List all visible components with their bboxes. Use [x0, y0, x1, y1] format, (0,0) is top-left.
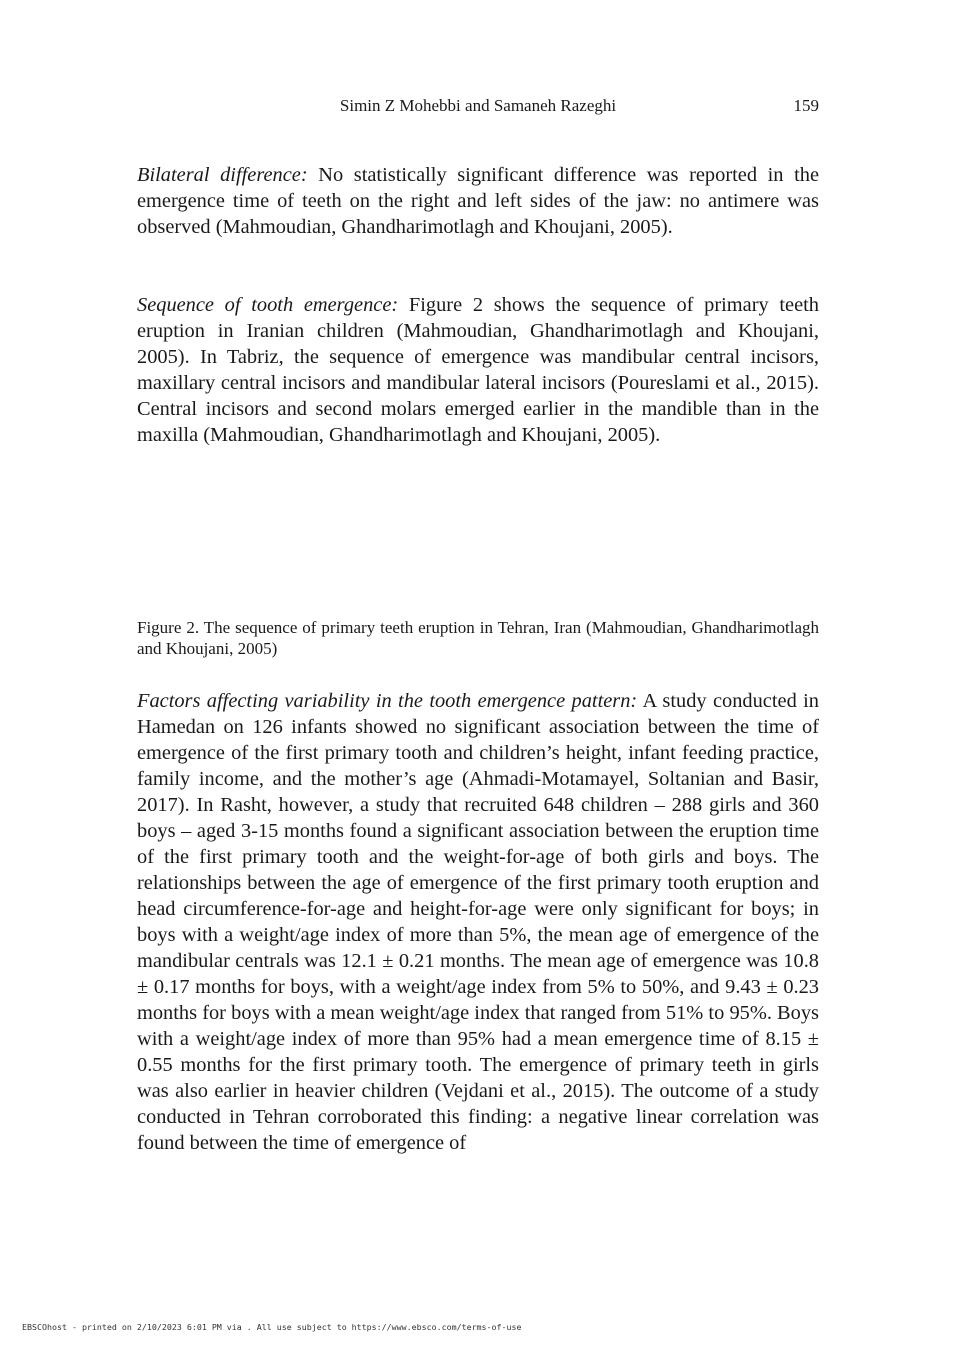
paragraph-text: No statistically significant difference was reported in the emergence time of teeth on the right and left sides of the jaw: no antimere was observed (Mahmoudian, Ghandharimotlagh and Khoujani, 2005).: [137, 164, 819, 238]
running-head-authors: Simin Z Mohebbi and Samaneh Razeghi: [339, 96, 617, 115]
paragraph-heading: Factors affecting variability in the tooth emergence pattern:: [137, 690, 638, 712]
print-footer: EBSCOhost - printed on 2/10/2023 6:01 PM via . All use subject to https://www.ebsco.com/terms-of-use: [22, 1322, 522, 1332]
figure-caption: Figure 2. The sequence of primary teeth eruption in Tehran, Iran (Mahmoudian, Ghandharimotlagh and Khoujani, 2005): [137, 618, 819, 658]
page-number: 159: [793, 96, 819, 115]
paragraph-factors-affecting-variability: [137, 688, 819, 1156]
page-header: [137, 96, 819, 122]
paragraph-text: Figure 2 shows the sequence of primary teeth eruption in Iranian children (Mahmoudian, Ghandharimotlagh and Khoujani, 2005). In Tabriz, the sequence of emergence was mandibular central incisors, maxillary central incisors and mandibular lateral incisors (Poureslami et al., 2015). Central incisors and second molars emerged earlier in the mandible than in the maxilla (Mahmoudian, Ghandharimotlagh and Khoujani, 2005).: [137, 294, 820, 446]
paragraph-heading: Sequence of tooth emergence:: [137, 294, 399, 316]
paragraph-sequence-of-emergence: [137, 292, 819, 448]
paragraph-text: A study conducted in Hamedan on 126 infants showed no significant association between the time of emergence of the first primary tooth and children’s height, infant feeding practice, family income, and the mother’s age (Ahmadi-Motamayel, Soltanian and Basir, 2017). In Rasht, however, a study that recruited 648 children – 288 girls and 360 boys – aged 3-15 months found a significant association between the eruption time of the first primary tooth and the weight-for-age of both girls and boys. The relationships between the age of emergence of the first primary tooth eruption and head circumference-for-age and height-for-age were only significant for boys; in boys with a weight/age index of more than 5%, the mean age of emergence of the mandibular centrals was 12.1 ± 0.21 months. The mean age of emergence was 10.8 ± 0.17 months for boys, with a weight/age index from 5% to 50%, and 9.43 ± 0.23 months for boys with a mean weight/age index that ranged from 51% to 95%. Boys with a weight/age index of more than 95% had a mean emergence time of 8.15 ± 0.55 months for the first primary tooth. The emergence of primary teeth in girls was also earlier in heavier children (Vejdani et al., 2015). The outcome of a study conducted in Tehran corroborated this finding: a negative linear correlation was found between the time of emergence of: [137, 690, 819, 1154]
paragraph-bilateral-difference: [137, 162, 819, 240]
paragraph-heading: Bilateral difference:: [137, 164, 308, 186]
